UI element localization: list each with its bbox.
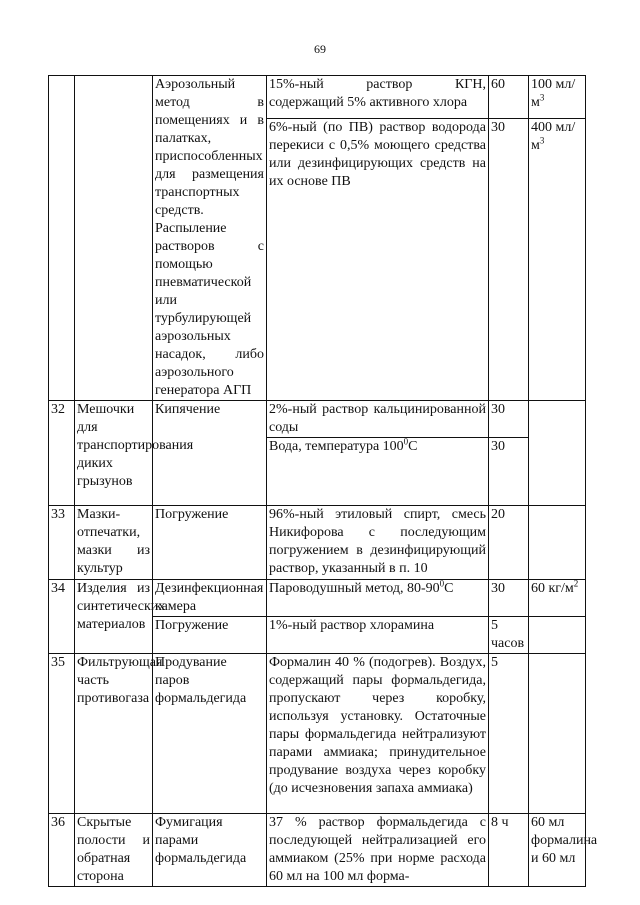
consumption-norm-cell: 400 $мл/м^3$ — [529, 119, 586, 401]
consumption-norm-cell: 60 мл формалина и 60 мл — [529, 814, 586, 887]
consumption-norm-cell: 100 $мл/м^3$ — [529, 76, 586, 119]
row-number-cell: 33 — [49, 506, 75, 580]
row-number-cell — [49, 76, 75, 401]
agent-cell: 96%-ный этиловый спирт, смесь Никифорова с последующим погружением в дезинфицирующий раствор, указанный в п. 10 — [267, 506, 489, 580]
consumption-norm-cell: 60 $кг/м^2$ — [529, 580, 586, 617]
page-number: 69 — [314, 42, 326, 56]
consumption-norm-cell — [529, 654, 586, 814]
table-row — [49, 814, 586, 887]
agent-cell: Вода, температура $100^0С$ — [267, 438, 489, 506]
disinfection-table — [48, 75, 598, 887]
exposure-time-cell: 8 ч — [489, 814, 529, 887]
agent-cell: Пароводушный метод, $80-90^0С$ — [267, 580, 489, 617]
table-row — [49, 401, 586, 438]
row-number-cell: 34 — [49, 580, 75, 654]
exposure-time-cell: 20 — [489, 506, 529, 580]
method-cell: Продувание паров формальдегида — [153, 654, 267, 814]
agent-cell: Формалин 40 % (подогрев). Воздух, содержащий пары формальдегида, пропускают через коробку, используя установку. Остаточные пары формальдегида нейтрализуют парами аммиака; принудительное продувание воздуха через коробку (до исчезновения запаха аммиака) — [267, 654, 489, 814]
table-row — [49, 580, 586, 617]
item-name-cell: Мешочки для транспортирования диких грызунов — [75, 401, 153, 506]
consumption-norm-cell — [529, 617, 586, 654]
exposure-time-cell: 30 — [489, 438, 529, 506]
method-cell: Фумигация парами формальдегида — [153, 814, 267, 887]
table-row — [49, 506, 586, 580]
agent-cell: 6%-ный (по ПВ) раствор водорода перекиси с 0,5% моющего средства или дезинфицирующих средств на их основе ПВ — [267, 119, 489, 401]
method-cell: Погружение — [153, 506, 267, 580]
item-name-cell: Скрытые полости и обратная сторона — [75, 814, 153, 887]
exposure-time-cell: 5 часов — [489, 617, 529, 654]
item-name-cell: Фильтрующая часть противогаза — [75, 654, 153, 814]
exposure-time-cell: 60 — [489, 76, 529, 119]
method-cell: Кипячение — [153, 401, 267, 506]
item-name-cell: Изделия из синтетических материалов — [75, 580, 153, 654]
method-cell: Аэрозольный метод в помещениях и в палатках, приспособленных для размещения транспортных средств. Распыление растворов с помощью пневматической или турбулирующей аэрозольных насадок, либо аэрозольного генератора АГП — [153, 76, 267, 401]
consumption-norm-cell — [529, 401, 586, 506]
consumption-norm-cell — [529, 506, 586, 580]
exposure-time-cell: 5 — [489, 654, 529, 814]
agent-cell: 37 % раствор формальдегида с последующей нейтрализацией его аммиаком (25% при норме расхода 60 мл на 100 мл форма- — [267, 814, 489, 887]
row-number-cell: 35 — [49, 654, 75, 814]
method-cell: Дезинфекционная камера — [153, 580, 267, 617]
exposure-time-cell: 30 — [489, 580, 529, 617]
method-cell: Погружение — [153, 617, 267, 654]
agent-cell: 1%-ный раствор хлорамина — [267, 617, 489, 654]
row-number-cell: 32 — [49, 401, 75, 506]
exposure-time-cell: 30 — [489, 401, 529, 438]
exposure-time-cell: 30 — [489, 119, 529, 401]
table-row — [49, 76, 586, 119]
row-number-cell: 36 — [49, 814, 75, 887]
item-name-cell — [75, 76, 153, 401]
table-row — [49, 654, 586, 814]
item-name-cell: Мазки-отпечатки, мазки из культур — [75, 506, 153, 580]
agent-cell: 2%-ный раствор кальцинированной соды — [267, 401, 489, 438]
agent-cell: 15%-ный раствор КГН, содержащий 5% активного хлора — [267, 76, 489, 119]
